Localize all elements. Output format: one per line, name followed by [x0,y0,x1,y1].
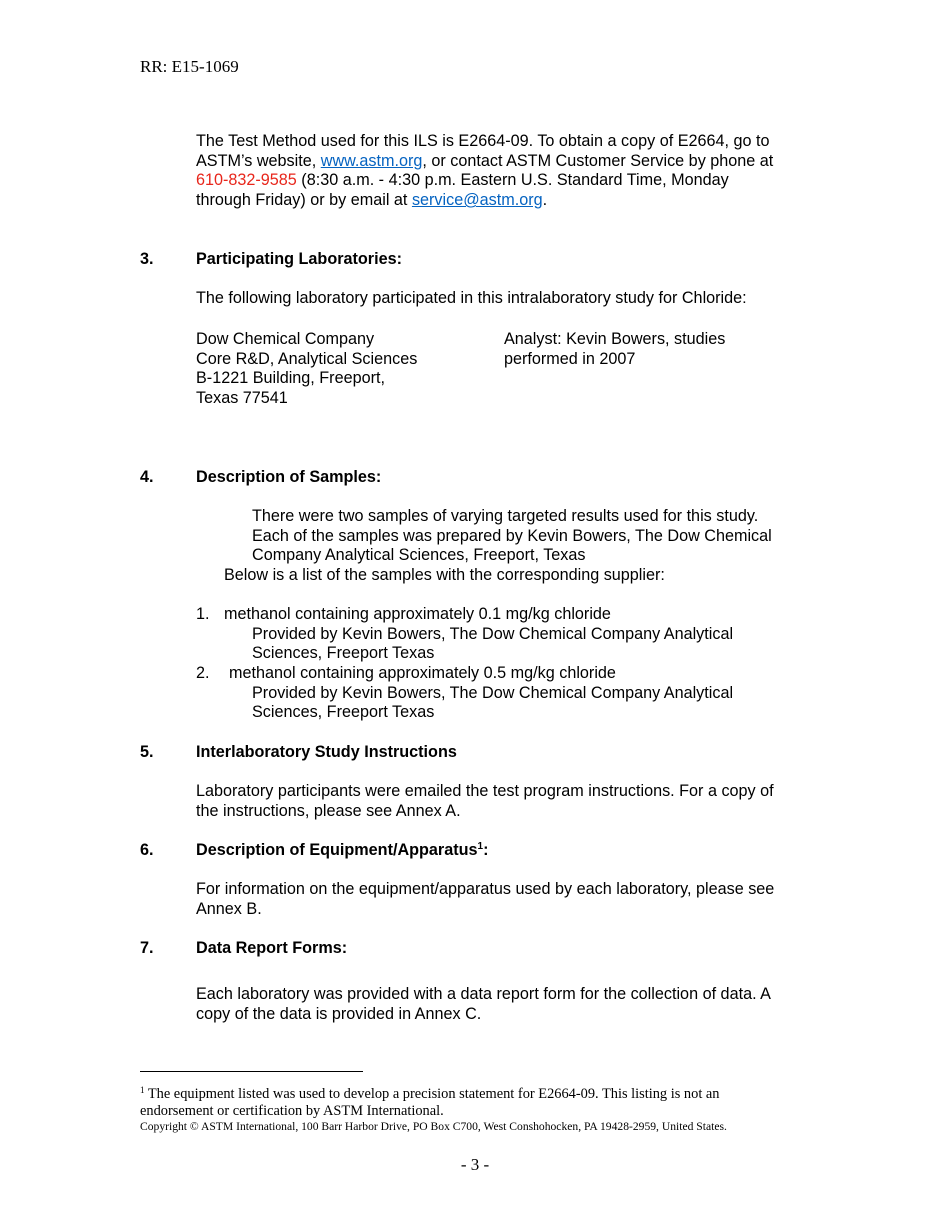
section-title [196,841,488,861]
phone-number: 610-832-9585 [196,171,297,190]
paragraph-line: copy of the data is provided in Annex C. [196,1004,482,1023]
copyright-notice: Copyright © ASTM International, 100 Barr Harbor Drive, PO Box C700, West Conshohocken, PA 19428-2959, United States. [140,1120,727,1133]
intro-text: through Friday) or by email at [196,191,412,210]
website-link[interactable]: www.astm.org [320,151,423,170]
lab-address [196,330,417,409]
sample-provider: Provided by Kevin Bowers, The Dow Chemical Company Analytical [252,625,734,643]
footnote-reference: 1 [477,841,484,852]
footnote-separator [140,1071,363,1072]
sample-provider: Sciences, Freeport Texas [252,703,435,721]
address-line: Core R&D, Analytical Sciences [196,349,418,368]
footnote-line: endorsement or certification by ASTM International. [140,1103,444,1119]
sample-description: methanol containing approximately 0.5 mg/kg chloride [229,664,616,682]
section-number: 4. [140,468,154,486]
document-id-header: RR: E15-1069 [140,57,239,76]
intro-text: (8:30 a.m. - 4:30 p.m. Eastern U.S. Standard Time, Monday [296,171,729,190]
sample-provider: Provided by Kevin Bowers, The Dow Chemical Company Analytical [252,684,734,702]
paragraph-line: Laboratory participants were emailed the test program instructions. For a copy of [196,782,774,800]
section-title-text: Description of Equipment/Apparatus [196,841,478,859]
section-number: 3. [140,250,154,268]
section-number: 5. [140,743,154,761]
intro-text: ASTM’s website, [196,151,321,170]
section-number: 6. [140,841,154,859]
page-number: - 3 - [460,1155,490,1174]
address-line: Dow Chemical Company [196,330,375,348]
paragraph-line: For information on the equipment/apparatus used by each laboratory, please see [196,880,775,898]
analyst-info [504,330,725,369]
footnote-text: The equipment listed was used to develop a precision statement for E2664-09. This listing is not an [144,1086,720,1102]
sample-description: methanol containing approximately 0.1 mg/kg chloride [224,605,611,623]
intro-paragraph [196,132,811,211]
intro-line [196,171,811,191]
footnote-line [140,1082,800,1103]
section-title-suffix: : [483,841,489,859]
address-line: B-1221 Building, Freeport, [196,369,385,388]
paragraph-line: the instructions, please see Annex A. [196,801,461,820]
section-title: Description of Samples: [196,468,382,486]
paragraph-line: Company Analytical Sciences, Freeport, Texas [252,546,586,565]
intro-line [196,191,811,211]
paragraph-line: Annex B. [196,899,262,918]
section-paragraph: The following laboratory participated in this intralaboratory study for Chloride: [196,289,747,307]
footnote [140,1082,800,1120]
email-link[interactable]: service@astm.org [411,191,543,210]
analyst-line: Analyst: Kevin Bowers, studies [504,330,726,348]
paragraph-line: There were two samples of varying targeted results used for this study. [252,507,759,525]
address-line: Texas 77541 [196,389,288,408]
paragraph-line: Each laboratory was provided with a data report form for the collection of data. A [196,985,771,1003]
intro-line: The Test Method used for this ILS is E2664-09. To obtain a copy of E2664, go to [196,132,770,150]
section-paragraph [196,782,774,821]
paragraph-line: Each of the samples was prepared by Kevin Bowers, The Dow Chemical [252,526,772,545]
section-paragraph [196,985,771,1024]
sample-provider: Sciences, Freeport Texas [252,644,435,662]
sample-number: 1. [196,605,210,623]
samples-paragraph [252,507,772,566]
section-title: Data Report Forms: [196,939,348,957]
section-paragraph [196,880,774,919]
analyst-line: performed in 2007 [504,349,636,368]
section-number: 7. [140,939,154,957]
section-title: Participating Laboratories: [196,250,402,268]
intro-text: . [542,191,548,210]
sample-number: 2. [196,664,210,682]
section-title: Interlaboratory Study Instructions [196,743,457,761]
samples-list-intro: Below is a list of the samples with the corresponding supplier: [224,566,665,584]
intro-line [196,152,811,172]
footnote-mark: 1 [140,1085,145,1095]
intro-text: , or contact ASTM Customer Service by phone at [422,151,774,170]
